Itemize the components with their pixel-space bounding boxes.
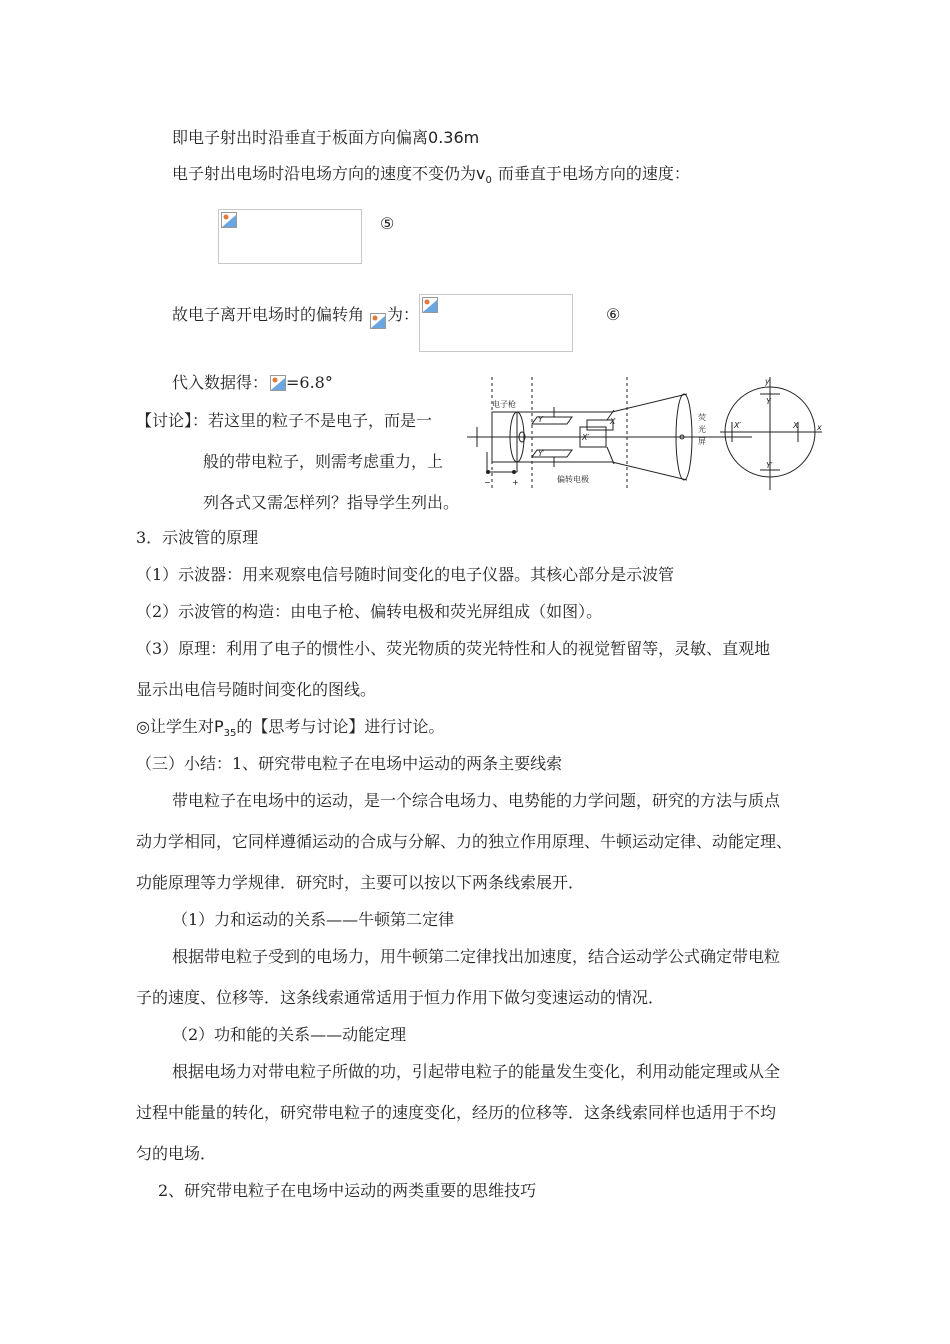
label-x-plate-prime: X′ xyxy=(582,433,590,442)
label-screen-y-prime: Y′ xyxy=(766,461,773,470)
broken-image-icon xyxy=(422,297,438,313)
text-angle-b: 为： xyxy=(387,305,420,324)
label-plus: + xyxy=(512,478,519,487)
label-deflection-plates: 偏转电极 xyxy=(557,475,589,484)
text-discussion-3: 列各式又需怎样列？指导学生列出。 xyxy=(203,493,460,512)
text-result-b: =6.8° xyxy=(286,373,333,392)
text-velocity-b: 而垂直于电场方向的速度： xyxy=(497,164,690,183)
text-point-2: （2）示波管的构造：由电子枪、偏转电极和荧光屏组成（如图）。 xyxy=(136,602,603,621)
label-screen-2: 光 xyxy=(698,425,706,434)
heading-summary-2: 2、研究带电粒子在电场中运动的两类重要的思维技巧 xyxy=(158,1181,537,1200)
broken-image-icon xyxy=(221,212,237,228)
equation-6-number: ⑥ xyxy=(606,305,621,324)
label-y-axis: y xyxy=(765,377,770,386)
text-think-p: P xyxy=(213,717,224,736)
text-velocity-a: 电子射出电场时沿电场方向的速度不变仍为 xyxy=(172,164,477,183)
text-line-offset xyxy=(172,127,479,149)
text-think-sub: 35 xyxy=(223,728,237,740)
text-para-1c: 功能原理等力学规律．研究时，主要可以按以下两条线索展开． xyxy=(136,873,585,892)
broken-image-icon xyxy=(370,313,386,329)
label-screen-x: X xyxy=(793,421,799,430)
text-offset: 即电子射出时沿垂直于板面方向偏离 xyxy=(172,128,429,147)
text-point-3a: （3）原理：利用了电子的惯性小、荧光物质的荧光特性和人的视觉暂留等，灵敏、直观地 xyxy=(136,639,771,658)
text-offset-value: 0.36m xyxy=(428,128,480,147)
text-para-1b: 动力学相同，它同样遵循运动的合成与分解、力的独立作用原理、牛顿运动定律、动能定理、 xyxy=(136,832,793,851)
text-para-2b: 子的速度、位移等．这条线索通常适用于恒力作用下做匀变速运动的情况． xyxy=(136,988,665,1007)
text-para-2a: 根据带电粒子受到的电场力，用牛顿第二定律找出加速度，结合运动学公式确定带电粒 xyxy=(172,947,781,966)
text-think-a: ◎让学生对 xyxy=(136,717,214,736)
text-result-a: 代入数据得： xyxy=(172,373,269,392)
text-think-discuss xyxy=(136,716,444,745)
text-think-b: 的【思考与讨论】进行讨论。 xyxy=(236,717,445,736)
symbol-v-sub: 0 xyxy=(485,175,492,187)
broken-image-icon xyxy=(270,375,286,391)
text-line-velocity xyxy=(172,163,690,192)
label-x-plate: X xyxy=(610,417,616,426)
label-screen-x-prime: X′ xyxy=(734,421,742,430)
label-electron-gun: 电子枪 xyxy=(492,400,516,409)
label-y-plate: Y xyxy=(538,415,543,424)
text-angle-a: 故电子离开电场时的偏转角 xyxy=(172,305,365,324)
label-y-plate-prime: Y′ xyxy=(538,449,545,458)
heading-sub-1: （1）力和运动的关系——牛顿第二定律 xyxy=(172,910,455,929)
label-screen-1: 荧 xyxy=(698,413,706,422)
label-screen-3: 屏 xyxy=(698,437,706,446)
oscilloscope-tube-diagram xyxy=(462,372,832,494)
text-para-3b: 过程中能量的转化，研究带电粒子的速度变化，经历的位移等．这条线索同样也适用于不均 xyxy=(136,1103,777,1122)
label-x-axis: x xyxy=(817,423,822,432)
text-point-3b: 显示出电信号随时间变化的图线。 xyxy=(136,680,377,699)
text-point-1: （1）示波器：用来观察电信号随时间变化的电子仪器。其核心部分是示波管 xyxy=(136,565,675,584)
text-discussion-2: 般的带电粒子，则需考虑重力，上 xyxy=(203,452,444,471)
equation-5-number: ⑤ xyxy=(380,214,395,233)
text-line-angle xyxy=(172,304,364,326)
text-line-result xyxy=(172,372,268,394)
text-para-3c: 匀的电场． xyxy=(136,1144,217,1163)
text-para-3a: 根据电场力对带电粒子所做的功，引起带电粒子的能量发生变化，利用动能定理或从全 xyxy=(172,1062,781,1081)
symbol-v: v xyxy=(476,164,486,183)
text-discussion-1: 【讨论】：若这里的粒子不是电子，而是一 xyxy=(136,411,433,430)
heading-section-3: 3．示波管的原理 xyxy=(136,528,259,547)
heading-summary: （三）小结：1、研究带电粒子在电场中运动的两条主要线索 xyxy=(136,754,563,773)
label-screen-y: Y xyxy=(766,397,771,406)
heading-sub-2: （2）功和能的关系——动能定理 xyxy=(172,1025,407,1044)
equation-5-image xyxy=(218,209,362,264)
label-minus: − xyxy=(484,478,491,487)
equation-6-image xyxy=(419,294,573,352)
text-para-1a: 带电粒子在电场中的运动，是一个综合电场力、电势能的力学问题，研究的方法与质点 xyxy=(172,791,781,810)
